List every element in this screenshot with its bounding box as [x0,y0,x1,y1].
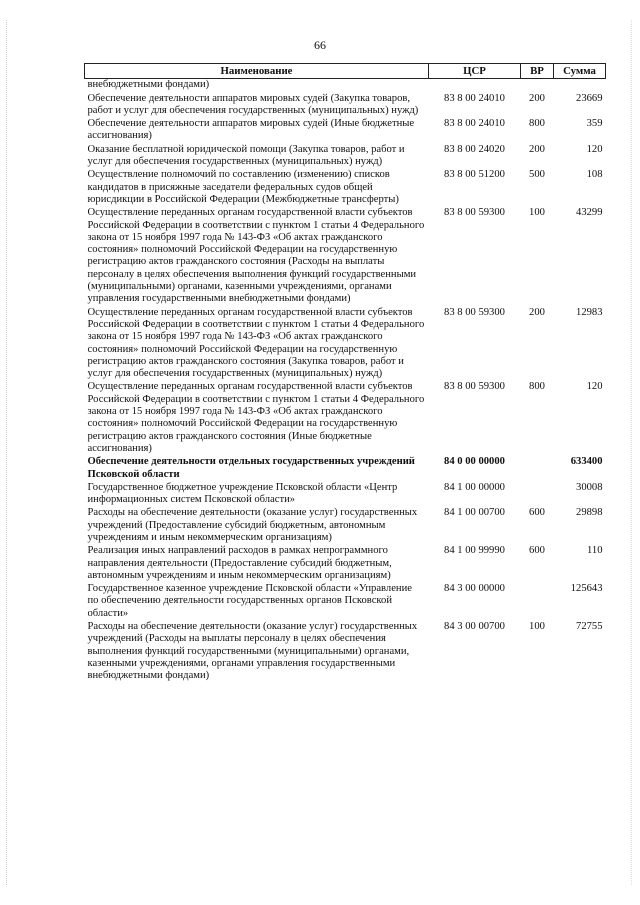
cell-sum: 125643 [570,583,603,595]
cell-csr: 83 8 00 59300 [444,207,505,219]
cell-vr: 200 [529,143,545,155]
table-row [85,621,606,683]
cell-sum: 120 [586,381,603,393]
table-row [85,545,606,583]
budget-table [84,63,606,684]
cell-sum [554,79,606,93]
cell-vr: 800 [529,381,545,393]
table-row [85,169,606,207]
cell-sum: 359 [586,118,603,130]
cell-csr: 84 3 00 00000 [444,583,505,595]
cell-vr: 600 [529,507,545,519]
cell-sum: 43299 [576,207,603,219]
cell-name: Осуществление переданных органам государственной власти субъектов Российской Федерации в соответствии с пунктом 1 статьи 4 Федерального закона от 15 ноября 1997 года № 143-ФЗ «Об актах гражданского состояния» полномочий Российской Федерации на государственную регистрацию актов гражданского состояния (Закупка товаров, работ и услуг для обеспечения государственных (муниципальных) нужд) [87,306,425,380]
cell-name: Государственное казенное учреждение Псковской области «Управление по обеспечению деятельности государственных органов Псковской области» [87,583,412,619]
table-row [85,583,606,621]
cell-vr [521,482,554,508]
cell-name: Реализация иных направлений расходов в рамках непрограммного направления деятельности (Предоставление субсидий бюджетным, автономным учреждениям и иным некоммерческим организациям) [87,545,392,581]
cell-sum: 72755 [576,621,603,633]
table-row [85,79,606,93]
cell-name: Государственное бюджетное учреждение Псковской области «Центр информационных систем Псковской области» [87,481,398,506]
table-row [85,118,606,144]
cell-name: Обеспечение деятельности отдельных государственных учреждений Псковской области [87,456,415,480]
header-sum: Сумма [554,64,606,79]
table-body [85,79,606,684]
cell-sum: 633400 [570,456,603,468]
cell-name: Оказание бесплатной юридической помощи (Закупка товаров, работ и услуг для обеспечения государственных (муниципальных) нужд) [87,143,405,168]
cell-sum: 120 [586,143,603,155]
table-row [85,381,606,456]
table-row [85,456,606,482]
cell-sum: 29898 [576,507,603,519]
table-row [85,207,606,306]
page-number: 66 [314,38,326,52]
cell-name: Расходы на обеспечение деятельности (оказание услуг) государственных учреждений (Предоставление субсидий бюджетным, автономным учреждениям и иным некоммерческим организациям) [87,507,418,543]
header-name: Наименование [85,64,429,79]
cell-name: Расходы на обеспечение деятельности (оказание услуг) государственных учреждений (Расходы на выплаты персоналу в целях обеспечения выполнения функций государственными (муниципальными) органами, казенными учреждениями, органами управления государственными внебюджетными фондами) [87,621,418,682]
table-row [85,507,606,545]
cell-csr: 84 3 00 00700 [444,621,505,633]
cell-name: Осуществление переданных органам государственной власти субъектов Российской Федерации в соответствии с пунктом 1 статьи 4 Федерального закона от 15 ноября 1997 года № 143-ФЗ «Об актах гражданского состояния» полномочий Российской Федерации на государственную регистрацию актов гражданского состояния (Расходы на выплаты персоналу в целях обеспечения выполнения функций государственными (муниципальными) органами, казенными учреждениями, органами управления государственными внебюджетными фондами) [87,207,425,305]
cell-vr: 600 [529,545,545,557]
cell-vr [521,583,554,621]
cell-name: внебюджетными фондами) [87,79,210,91]
scan-edge-right [631,20,633,885]
cell-name: Осуществление полномочий по составлению (изменению) списков кандидатов в присяжные заседатели федеральных судов общей юрисдикции в Российской Федерации (Межбюджетные трансферты) [87,169,399,205]
cell-vr: 800 [529,118,545,130]
cell-vr: 100 [529,621,545,633]
cell-csr: 84 1 00 00000 [444,481,505,493]
cell-csr: 84 0 00 00000 [444,456,505,468]
cell-csr: 84 1 00 00700 [444,507,505,519]
table-row [85,144,606,170]
cell-sum: 12983 [576,306,603,318]
cell-sum: 30008 [576,481,603,493]
cell-csr: 83 8 00 59300 [444,381,505,393]
cell-name: Обеспечение деятельности аппаратов мировых судей (Закупка товаров, работ и услуг для обеспечения государственных (муниципальных) нужд) [87,92,419,116]
cell-vr: 500 [529,169,545,181]
cell-vr [521,456,554,482]
cell-csr [429,79,521,93]
cell-sum: 110 [587,545,603,557]
table-row [85,93,606,119]
header-vr: ВР [521,64,554,79]
cell-vr [521,79,554,93]
cell-csr: 84 1 00 99990 [444,545,505,557]
table-row [85,482,606,508]
cell-name: Осуществление переданных органам государственной власти субъектов Российской Федерации в соответствии с пунктом 1 статьи 4 Федерального закона от 15 ноября 1997 года № 143-ФЗ «Об актах гражданского состояния» полномочий Российской Федерации на государственную регистрацию актов гражданского состояния (Иные бюджетные ассигнования) [87,381,425,454]
cell-sum: 23669 [576,92,603,104]
cell-vr: 200 [529,306,545,318]
cell-sum: 108 [586,169,603,181]
cell-csr: 83 8 00 24010 [444,118,505,130]
cell-csr: 83 8 00 51200 [444,169,505,181]
cell-vr: 100 [529,207,545,219]
cell-name: Обеспечение деятельности аппаратов мировых судей (Иные бюджетные ассигнования) [87,118,415,142]
cell-csr: 83 8 00 59300 [444,306,505,318]
cell-vr: 200 [529,92,545,104]
header-csr: ЦСР [429,64,521,79]
scan-edge-left [6,20,8,885]
table-header-row [85,64,606,79]
table-row [85,307,606,382]
cell-csr: 83 8 00 24020 [444,143,505,155]
cell-csr: 83 8 00 24010 [444,92,505,104]
